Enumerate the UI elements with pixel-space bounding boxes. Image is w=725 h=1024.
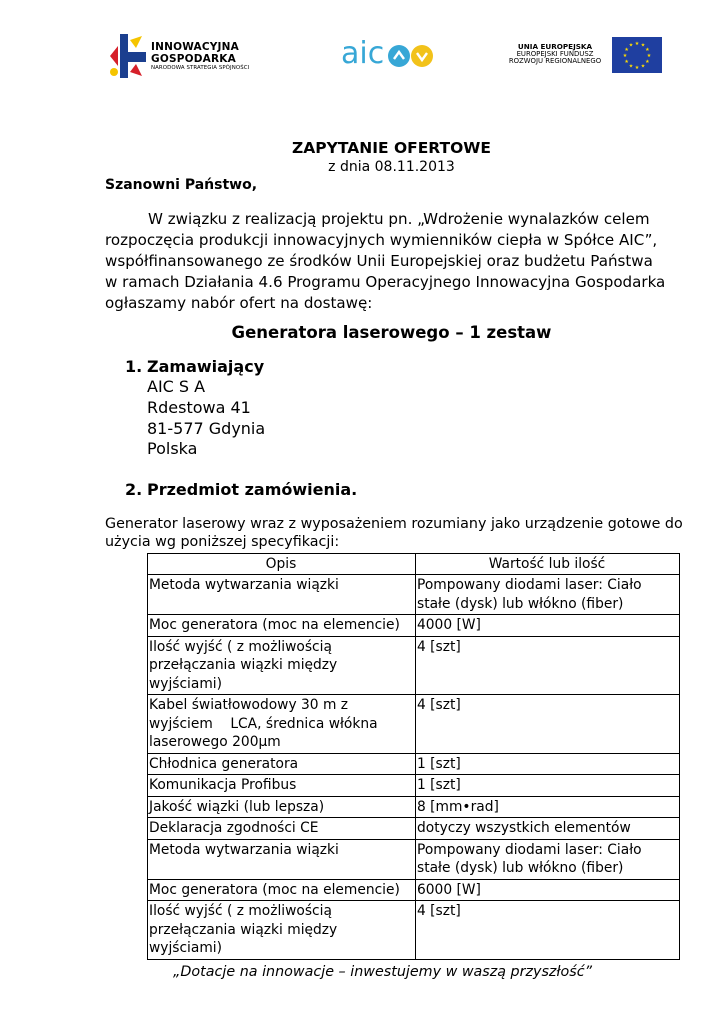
section-2-intro-line: Generator laserowy wraz z wyposażeniem rozumiany jako urządzenie gotowe do [105, 516, 683, 532]
cell-line: Moc generatora (moc na elemencie) [149, 881, 400, 898]
eu-line1: UNIA EUROPEJSKA [517, 42, 593, 51]
cell-line: Pompowany diodami laser: Ciało [417, 577, 642, 593]
cell-line: Moc generatora (moc na elemencie) [149, 617, 400, 633]
cell-line: Jakość wiązki (lub lepsza) [149, 798, 325, 815]
value-cell [416, 753, 680, 775]
logo-band [0, 26, 725, 92]
value-cell [416, 695, 680, 754]
intro-line: rozpoczęcia produkcji innowacyjnych wymienników ciepła w Spółce AIC”, [105, 230, 658, 249]
section-2-intro-line: użycia wg poniższej specyfikacji: [105, 534, 340, 550]
eu-logo [496, 28, 674, 84]
greeting: Szanowni Państwo, [105, 177, 258, 193]
cell-line: stałe (dysk) lub włókno (fiber) [417, 595, 624, 612]
address-line: Rdestowa 41 [147, 397, 251, 417]
table-row [148, 575, 680, 615]
cell-line: 4 [szt] [417, 697, 461, 713]
section-1-number: 1. [125, 357, 143, 376]
cell-line: 4 [szt] [417, 638, 461, 655]
ig-line1: INNOWACYJNA [151, 41, 239, 53]
value-cell [416, 636, 680, 695]
description-cell [148, 839, 416, 879]
address-line: 81-577 Gdynia [147, 418, 266, 438]
svg-text:★: ★ [634, 41, 640, 47]
table-header-row [148, 554, 680, 575]
description-cell [148, 636, 416, 695]
value-cell [416, 775, 680, 797]
cell-line: przełączania wiązki między [149, 921, 338, 938]
cell-line: Deklaracja zgodności CE [149, 820, 319, 836]
subject-heading: Generatora laserowego – 1 zestaw [231, 323, 552, 342]
aic-logo [322, 26, 440, 86]
cell-line: 1 [szt] [417, 777, 461, 793]
table-row [148, 839, 680, 879]
table-row [148, 879, 680, 901]
value-cell [416, 839, 680, 879]
table-row [148, 818, 680, 840]
cell-line: Ilość wyjść ( z możliwością [149, 903, 332, 919]
table-row [148, 753, 680, 775]
svg-text:★: ★ [646, 53, 652, 59]
eu-flag-icon [612, 37, 662, 73]
value-cell [416, 879, 680, 901]
cell-line: Kabel światłowodowy 30 m z [149, 697, 349, 713]
cell-line: wyjściami) [149, 675, 222, 692]
svg-text:★: ★ [634, 65, 640, 71]
table-row [148, 796, 680, 818]
footer-slogan: „Dotacje na innowacje – inwestujemy w waszą przyszłość” [173, 964, 592, 980]
cell-line: przełączania wiązki między [149, 657, 338, 673]
innowacyjna-gospodarka-emblem-icon [108, 32, 148, 80]
description-cell [148, 753, 416, 775]
svg-text:★: ★ [640, 42, 646, 49]
cell-line: wyjściami) [149, 940, 222, 956]
cell-line: Metoda wytwarzania wiązki [149, 841, 339, 858]
cell-line: dotyczy wszystkich elementów [417, 820, 631, 836]
value-cell [416, 615, 680, 637]
value-cell [416, 818, 680, 840]
description-cell [148, 695, 416, 754]
cell-line: 4 [szt] [417, 903, 461, 919]
cell-line: 4000 [W] [417, 617, 481, 633]
cell-line: Metoda wytwarzania wiązki [149, 577, 339, 593]
eu-line2: EUROPEJSKI FUNDUSZ [516, 49, 594, 58]
svg-text:★: ★ [640, 63, 646, 70]
cell-line: 6000 [W] [417, 881, 481, 898]
svg-text:★: ★ [628, 42, 634, 49]
intro-paragraph [105, 209, 685, 314]
svg-text:★: ★ [624, 47, 629, 53]
innowacyjna-gospodarka-logo [108, 28, 258, 84]
ig-line2: GOSPODARKA [151, 52, 236, 65]
cell-line: Komunikacja Profibus [149, 777, 297, 793]
table-row [148, 775, 680, 797]
description-cell [148, 879, 416, 901]
intro-line: współfinansowanego ze środków Unii Europejskiej oraz budżetu Państwa [105, 251, 653, 270]
table-row [148, 636, 680, 695]
page-title: ZAPYTANIE OFERTOWE [292, 139, 491, 157]
intro-line: w ramach Działania 4.6 Programu Operacyjnego Innowacyjna Gospodarka [105, 272, 666, 291]
svg-text:★: ★ [624, 59, 629, 65]
description-cell [148, 775, 416, 797]
aic-logo-circles-icon [384, 39, 444, 73]
value-cell [416, 796, 680, 818]
svg-text:★: ★ [645, 47, 650, 53]
table-body [148, 575, 680, 960]
svg-text:★: ★ [645, 59, 650, 65]
section-1-heading [125, 357, 264, 376]
document-date: z dnia 08.11.2013 [328, 159, 455, 175]
section-2-heading [125, 480, 357, 499]
specification-table [147, 553, 680, 960]
intro-line: ogłaszamy nabór ofert na dostawę: [105, 293, 373, 312]
cell-line: Chłodnica generatora [149, 755, 299, 772]
intro-line: W związku z realizacją projektu pn. „Wdrożenie wynalazków celem [148, 210, 650, 228]
svg-text:★: ★ [628, 63, 634, 70]
table-row [148, 695, 680, 754]
cell-line: 1 [szt] [417, 755, 461, 772]
section-1-title: Zamawiający [147, 357, 265, 376]
cell-line: stałe (dysk) lub włókno (fiber) [417, 860, 624, 876]
cell-line: Pompowany diodami laser: Ciało [417, 841, 642, 858]
value-cell [416, 575, 680, 615]
aic-logo-word: aic [341, 36, 385, 71]
description-cell [148, 575, 416, 615]
cell-line: wyjściem LCA, średnica włókna [149, 715, 378, 732]
orderer-address [147, 377, 265, 460]
section-2-intro [105, 515, 690, 551]
cell-line: 8 [mm•rad] [417, 798, 499, 815]
description-cell [148, 796, 416, 818]
column-header-description: Opis [148, 554, 416, 575]
section-2-number: 2. [125, 480, 143, 499]
description-cell [148, 615, 416, 637]
address-line: Polska [147, 439, 198, 459]
value-cell [416, 901, 680, 960]
cell-line: Ilość wyjść ( z możliwością [149, 638, 332, 655]
table-row [148, 615, 680, 637]
svg-text:★: ★ [622, 53, 628, 59]
column-header-value: Wartość lub ilość [416, 554, 680, 575]
table-row [148, 901, 680, 960]
address-line: AIC S A [147, 377, 206, 396]
section-2-title: Przedmiot zamówienia. [147, 480, 358, 499]
eu-line3: ROZWOJU REGIONALNEGO [508, 56, 602, 65]
description-cell [148, 818, 416, 840]
cell-line: laserowego 200µm [149, 734, 281, 750]
ig-line3: NARODOWA STRATEGIA SPÓJNOŚCI [151, 65, 250, 71]
description-cell [148, 901, 416, 960]
